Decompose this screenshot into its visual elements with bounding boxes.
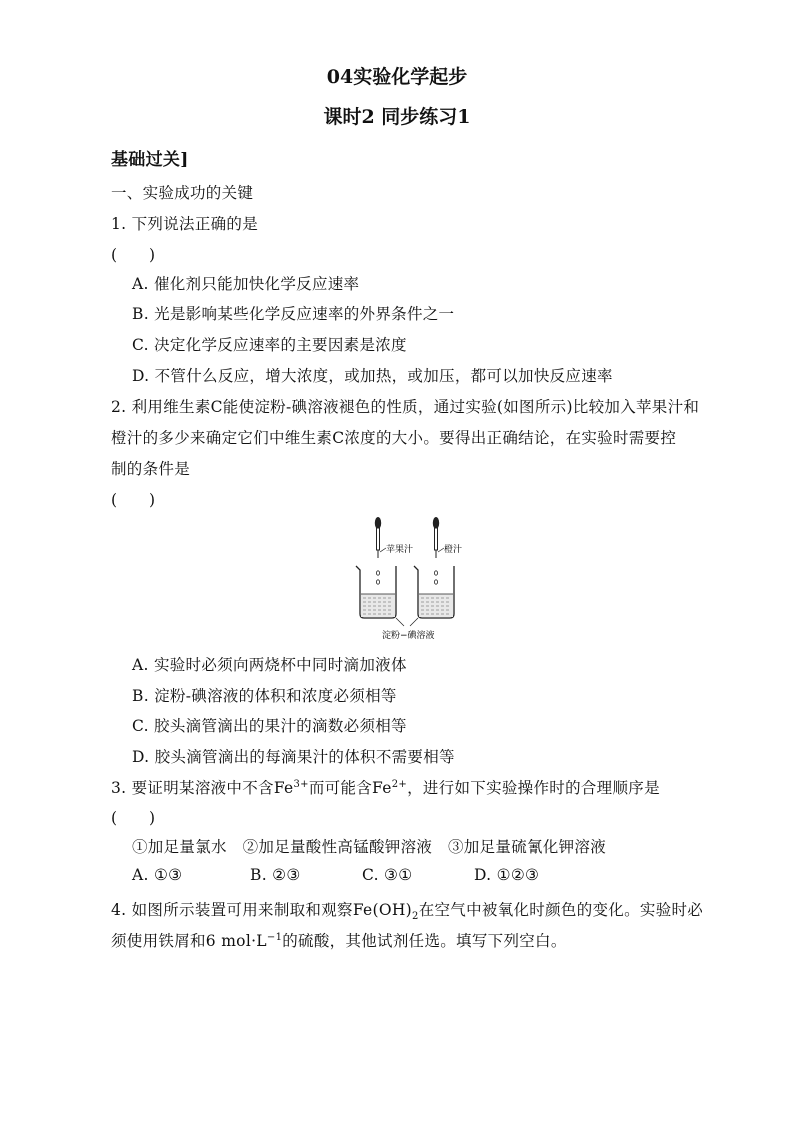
q2-option-a: A. 实验时必须向两烧杯中同时滴加液体 [132, 656, 407, 674]
q3-answer-paren: ( ) [111, 809, 156, 827]
q4-stem-line-2: 须使用铁屑和6 $mol\cdot L^{-1}$的硫酸，其他试剂任选。填写下列空白。 [111, 931, 567, 950]
q3-option-d: D. ①②③ [474, 866, 540, 884]
page-title: 04实验化学起步 [326, 66, 468, 88]
section-heading: 基础过关] [111, 150, 189, 170]
q2-option-b: B. 淀粉-碘溶液的体积和浓度必须相等 [132, 687, 397, 705]
q1-option-b: B. 光是影响某些化学反应速率的外界条件之一 [132, 305, 455, 323]
section-subheading: 一、实验成功的关键 [111, 184, 254, 202]
q4-stem-line-1: 4. 如图所示装置可用来制取和观察$Fe(OH)_2$在空气中被氧化时颜色的变化。实验时必 [111, 901, 704, 923]
figure-label-apple-juice: 苹果汁 [386, 545, 414, 555]
q1-option-d: D. 不管什么反应，增大浓度，或加热，或加压，都可以加快反应速率 [132, 367, 613, 385]
figure-label-starch-iodine: 淀粉−碘溶液 [382, 631, 435, 641]
q2-stem-line-2: 橙汁的多少来确定它们中维生素C浓度的大小。要得出正确结论，在实验时需要控 [111, 429, 677, 447]
q3-option-a: A. ①③ [132, 866, 183, 884]
q1-option-a: A. 催化剂只能加快化学反应速率 [132, 275, 360, 293]
q2-option-d: D. 胶头滴管滴出的每滴果汁的体积不需要相等 [132, 748, 455, 766]
q3-stem: 3. 要证明某溶液中不含$Fe^{3+}$而可能含$Fe^{2+}$，进行如下实验操作时的合理顺序是 [111, 778, 660, 797]
q3-operations: ①加足量氯水 ②加足量酸性高锰酸钾溶液 ③加足量硫氰化钾溶液 [132, 838, 607, 856]
q1-answer-paren: ( ) [111, 246, 156, 264]
q2-option-c: C. 胶头滴管滴出的果汁的滴数必须相等 [132, 717, 407, 735]
q3-option-c: C. ③① [362, 866, 413, 884]
q1-stem: 1. 下列说法正确的是 [111, 215, 259, 233]
q1-option-c: C. 决定化学反应速率的主要因素是浓度 [132, 336, 407, 354]
beaker-left-icon [356, 566, 396, 618]
q2-answer-paren: ( ) [111, 491, 156, 509]
beaker-right-icon [414, 566, 454, 618]
q2-stem-line-1: 2. 利用维生素C能使淀粉-碘溶液褪色的性质，通过实验(如图所示)比较加入苹果汁和 [111, 398, 700, 416]
page-subtitle: 课时2 同步练习1 [323, 106, 471, 128]
beaker-experiment-figure [352, 514, 462, 644]
q3-option-b: B. ②③ [250, 866, 301, 884]
figure-label-orange-juice: 橙汁 [444, 545, 462, 555]
q2-stem-line-3: 制的条件是 [111, 460, 191, 478]
